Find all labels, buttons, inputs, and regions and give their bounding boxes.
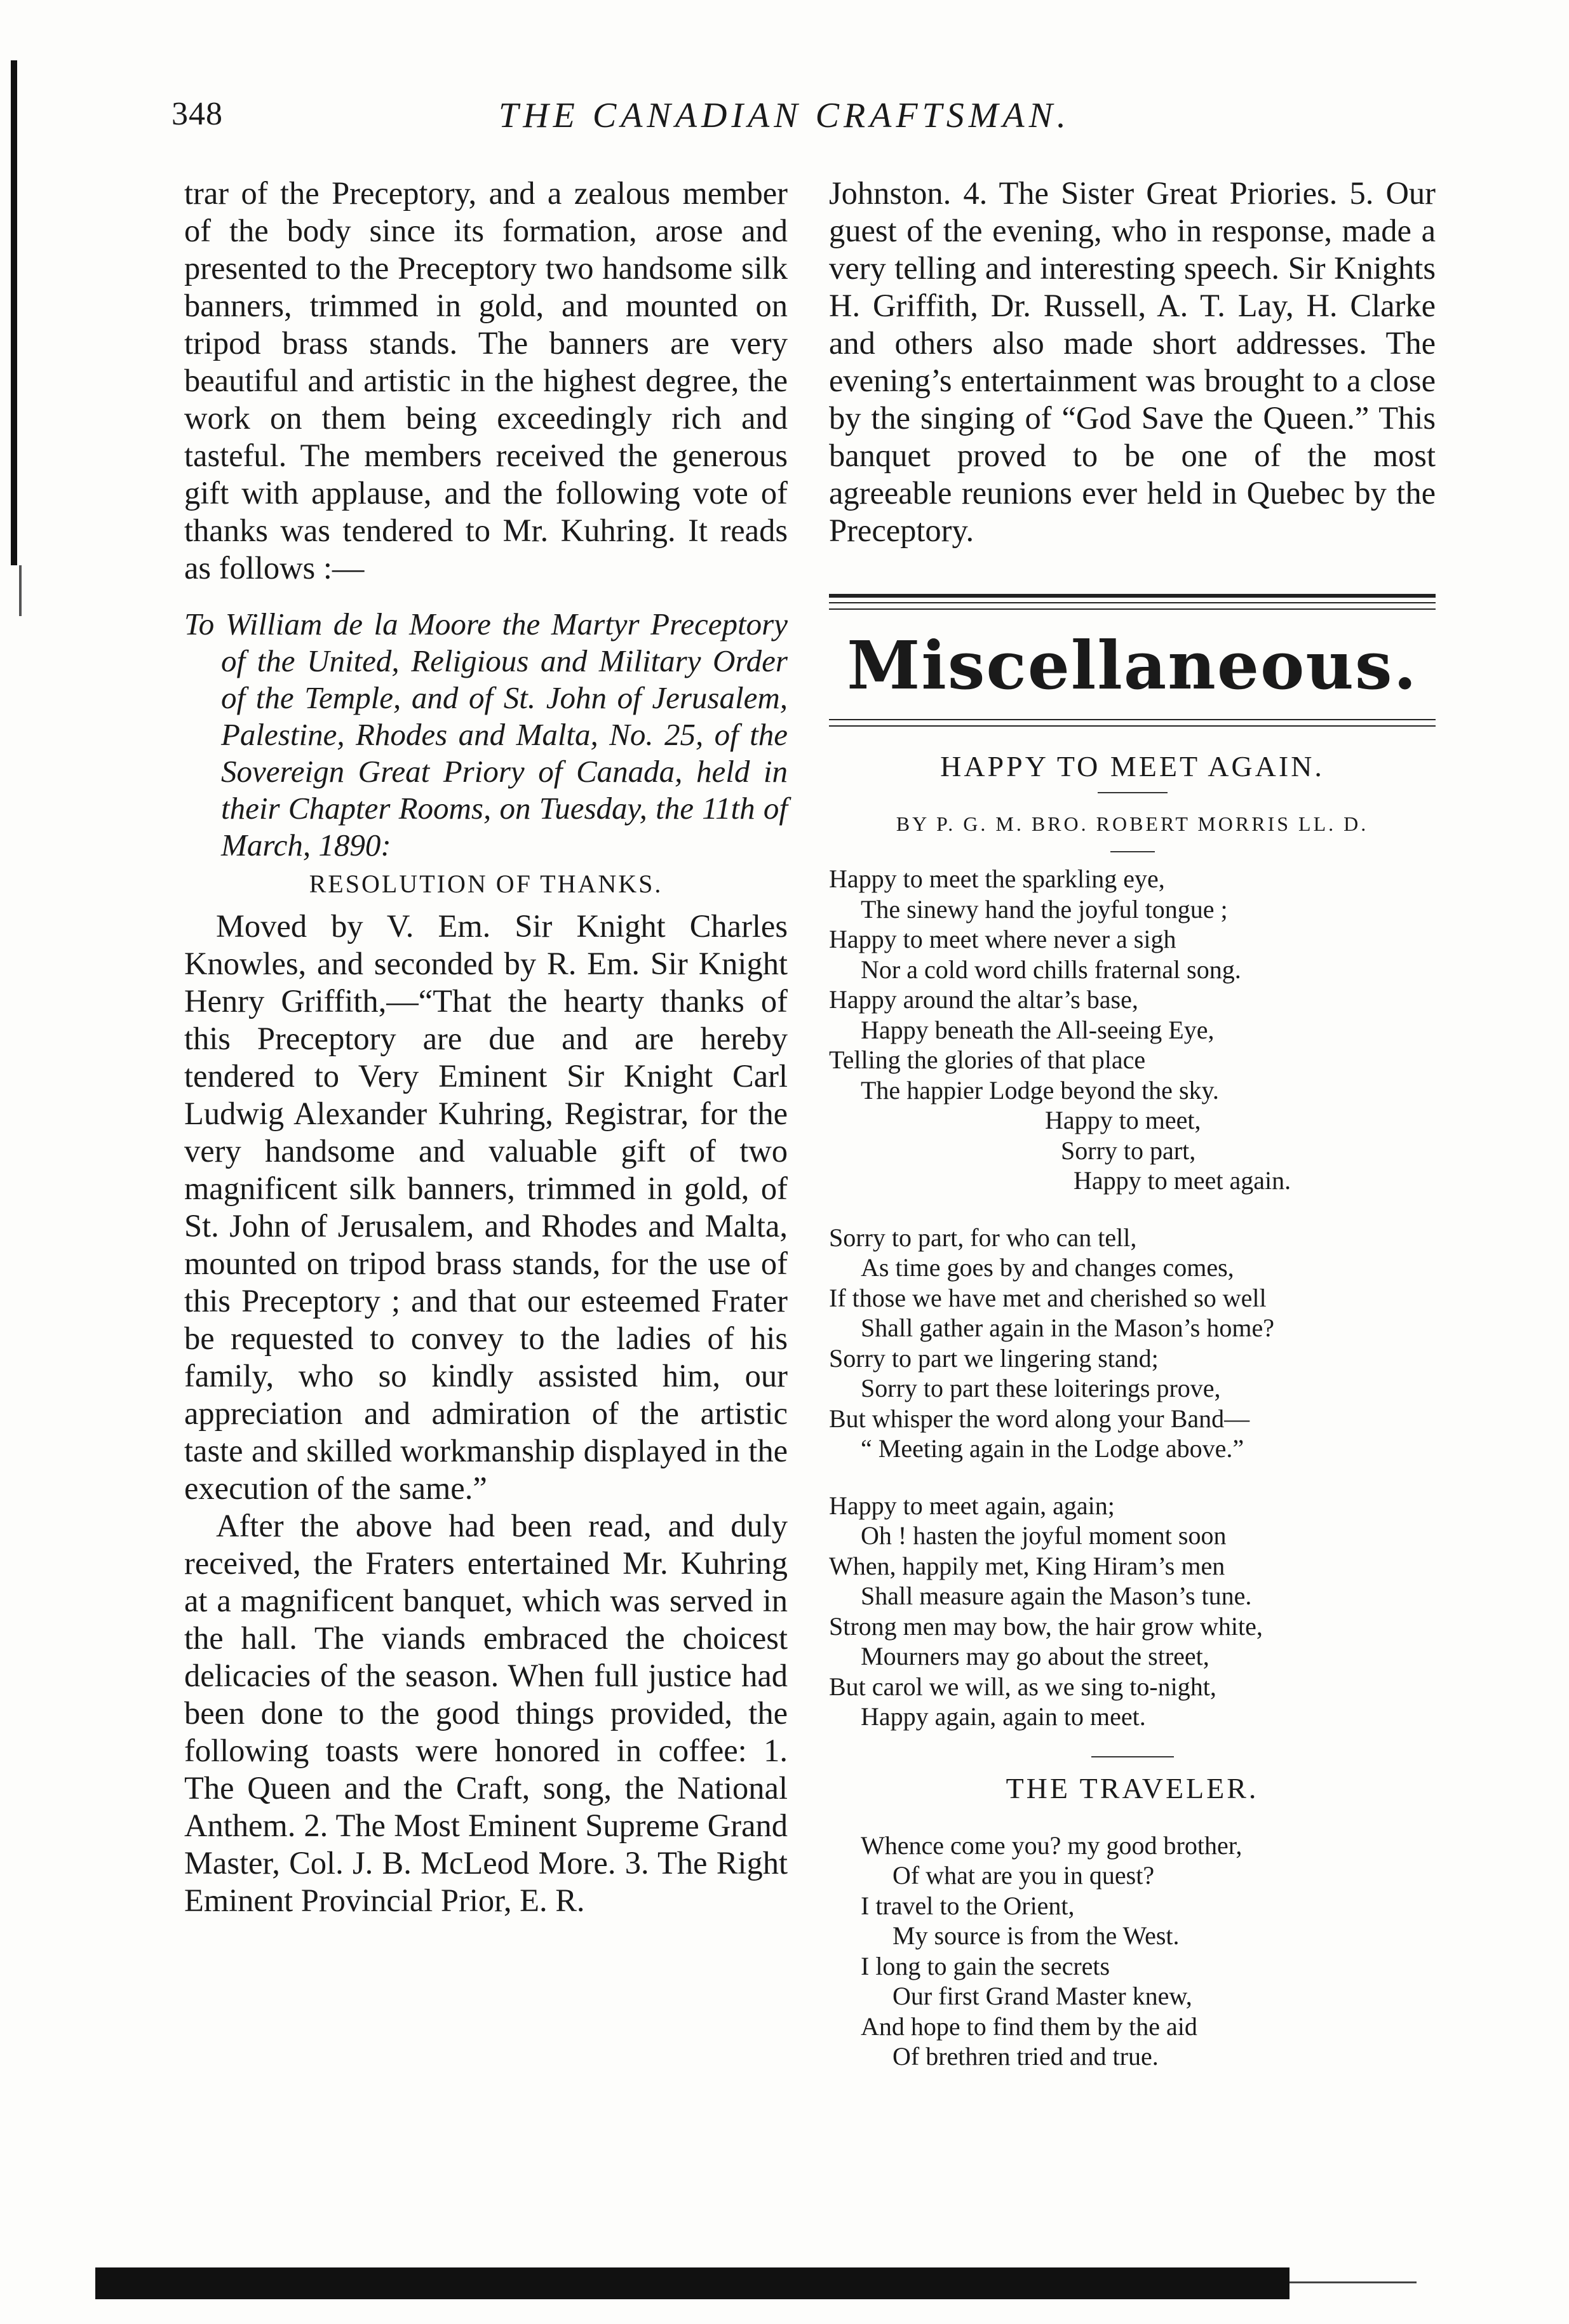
section-divider-bottom xyxy=(829,719,1436,727)
section-title: Miscellaneous. xyxy=(847,626,1418,704)
paragraph-resolution: Moved by V. Em. Sir Knight Charles Knowles, and seconded by R. Em. Sir Knight Henry Griffith,—“That the hearty thanks of this Preceptory are due and are hereby tendered to Very Eminent Sir Knight Carl Ludwig Alexander Kuhring, Registrar, for the very handsome and valuable gift of two magnificent silk banners, trimmed in gold, of St. John of Jerusalem, and Rhodes and Malta, mounted on tripod brass stands, for the use of this Preceptory ; and that our esteemed Frater be requested to convey to the ladies of his family, who so kindly assisted him, our appreciation and admiration of the artistic taste and skilled workmanship displayed in the execution of the same.” xyxy=(184,908,788,1506)
poem-line: Sorry to part we lingering stand; xyxy=(829,1343,1159,1373)
page-number: 348 xyxy=(172,96,223,132)
poem-title-traveler: THE TRAVELER. xyxy=(1006,1771,1259,1804)
poem-line: “ Meeting again in the Lodge above.” xyxy=(861,1434,1244,1463)
short-rule xyxy=(1098,792,1168,793)
scan-edge-mark xyxy=(11,60,17,565)
poem-line: Shall gather again in the Mason’s home? xyxy=(861,1313,1274,1342)
left-column xyxy=(184,175,788,1919)
poem-line: Happy beneath the All-seeing Eye, xyxy=(861,1015,1215,1044)
poem-line: Telling the glories of that place xyxy=(829,1045,1146,1074)
poem-stanza-3 xyxy=(829,1491,1436,1732)
right-column xyxy=(829,175,1436,2072)
paragraph-banquet: After the above had been read, and duly received, the Fraters entertained Mr. Kuhring at a magnificent banquet, which was served in the hall. The viands embraced the choicest delicacies of the season. When full justice had been done to the good things provided, the following toasts were honored in coffee: 1. The Queen and the Craft, song, the National Anthem. 2. The Most Eminent Supreme Grand Master, Col. J. B. McLeod More. 3. The Right Eminent Provincial Prior, E. R. xyxy=(184,1508,788,1918)
poem-line: Our first Grand Master knew, xyxy=(892,1982,1192,2010)
poem-line: Whence come you? my good brother, xyxy=(861,1830,1242,1860)
poem-line: Happy around the altar’s base, xyxy=(829,985,1138,1014)
scan-bottom-edge xyxy=(95,2267,1290,2299)
poem-line: Nor a cold word chills fraternal song. xyxy=(861,955,1241,984)
poem-line: If those we have met and cherished so well xyxy=(829,1283,1267,1312)
section-divider-top xyxy=(829,594,1436,610)
poem-line: And hope to find them by the aid xyxy=(861,2012,1197,2041)
poem-line: The sinewy hand the joyful tongue ; xyxy=(861,894,1228,924)
resolution-heading: RESOLUTION OF THANKS. xyxy=(309,870,663,898)
poem-line: But carol we will, as we sing to-night, xyxy=(829,1672,1216,1701)
poem-line: The happier Lodge beyond the sky. xyxy=(861,1075,1219,1105)
poem-refrain-line: Sorry to part, xyxy=(1061,1136,1196,1165)
poem-line: But whisper the word along your Band— xyxy=(829,1404,1250,1433)
poem-line: Sorry to part, for who can tell, xyxy=(829,1223,1137,1252)
poem-line: My source is from the West. xyxy=(892,1921,1180,1950)
poem-refrain-line: Happy to meet, xyxy=(1045,1106,1201,1134)
poem-title-happy-to-meet: HAPPY TO MEET AGAIN. xyxy=(940,750,1324,783)
poem-line: Oh ! hasten the joyful moment soon xyxy=(861,1521,1227,1550)
poem-line: Strong men may bow, the hair grow white, xyxy=(829,1611,1263,1641)
poem-line: Happy to meet again, again; xyxy=(829,1491,1115,1520)
poem-line: When, happily met, King Hiram’s men xyxy=(829,1551,1225,1580)
poem-line: Mourners may go about the street, xyxy=(861,1642,1209,1670)
poem-line: Of brethren tried and true. xyxy=(892,2042,1159,2071)
journal-title: THE CANADIAN CRAFTSMAN. xyxy=(499,96,1070,135)
paragraph-banners: trar of the Preceptory, and a zealous member of the body since its formation, arose and presented to the Preceptory two handsome silk banners, trimmed in gold, and mounted on tripod brass stands. The banners are very beautiful and artistic in the highest degree, the work on them being exceedingly rich and tasteful. The members received the generous gift with applause, and the following vote of thanks was tendered to Mr. Kuhring. It reads as follows :— xyxy=(184,175,788,586)
poem-stanza-1 xyxy=(829,864,1436,1196)
poem-line: Happy to meet where never a sigh xyxy=(829,925,1176,953)
address-to-preceptory: To William de la Moore the Martyr Preceptory of the United, Religious and Military Order of the Temple, and of St. John of Jerusalem, Palestine, Rhodes and Malta, No. 25, of the Sovereign Great Priory of Canada, held in their Chapter Rooms, on Tuesday, the 11th of March, 1890: xyxy=(184,607,788,863)
poem-line: Sorry to part these loiterings prove, xyxy=(861,1374,1221,1402)
short-rule xyxy=(1110,851,1155,852)
poem-refrain-line: Happy to meet again. xyxy=(1074,1166,1291,1195)
poem-byline: BY P. G. M. BRO. ROBERT MORRIS LL. D. xyxy=(896,812,1369,835)
poem-stanza-2 xyxy=(829,1223,1436,1464)
poem-line: Of what are you in quest? xyxy=(892,1861,1155,1890)
scan-edge-mark-lower xyxy=(19,565,22,616)
paragraph-toasts-continued: Johnston. 4. The Sister Great Priories. 5. Our guest of the evening, who in response, made a very telling and interesting speech. Sir Knights H. Griffith, Dr. Russell, A. T. Lay, H. Clarke and others also made short addresses. The evening’s entertainment was brought to a close by the singing of “God Save the Queen.” This banquet proved to be one of the most agreeable reunions ever held in Quebec by the Preceptory. xyxy=(829,175,1436,548)
scan-bottom-edge-line xyxy=(1290,2281,1417,2283)
poem-line: Happy again, again to meet. xyxy=(861,1702,1146,1731)
poem-line: As time goes by and changes comes, xyxy=(861,1253,1234,1282)
short-rule xyxy=(1091,1756,1174,1757)
poem-line: I travel to the Orient, xyxy=(861,1891,1075,1920)
poem-traveler-stanza xyxy=(829,1830,1436,2072)
page-header xyxy=(172,95,1397,152)
poem-line: Shall measure again the Mason’s tune. xyxy=(861,1582,1252,1610)
poem-line: I long to gain the secrets xyxy=(861,1951,1110,1980)
poem-line: Happy to meet the sparkling eye, xyxy=(829,864,1165,893)
